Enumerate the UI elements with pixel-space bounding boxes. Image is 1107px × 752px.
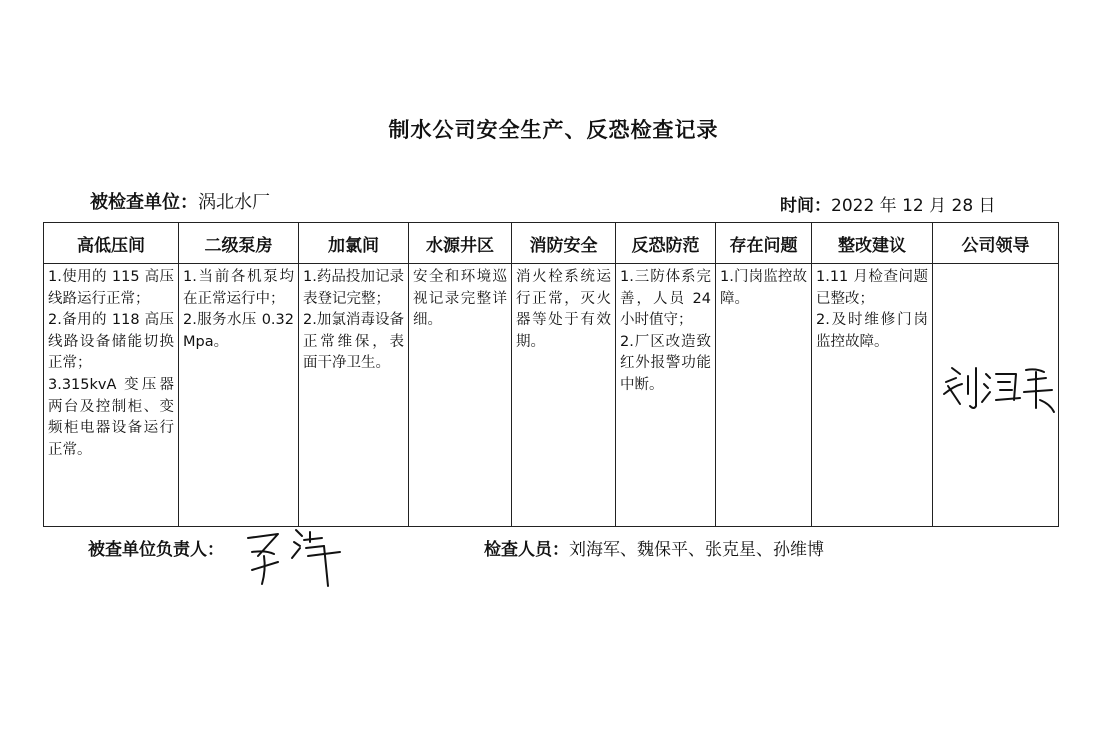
header-anti-terror: 反恐防范: [616, 223, 716, 264]
header-fire-safety: 消防安全: [512, 223, 616, 264]
header-issues: 存在问题: [716, 223, 812, 264]
document-title: 制水公司安全生产、反恐检查记录: [388, 118, 719, 142]
table-row: [44, 264, 1059, 527]
cell-suggestions: 1.11 月检查问题已整改； 2.及时维修门岗监控故障。: [812, 264, 933, 527]
responsible-signature: [244, 526, 354, 590]
leader-signature: [940, 360, 1060, 420]
header-well-area: 水源井区: [409, 223, 512, 264]
inspected-unit-value: 涡北水厂: [198, 192, 270, 213]
inspectors-value: 刘海军、魏保平、张克星、孙维博: [569, 540, 824, 560]
inspection-time: [780, 191, 996, 216]
cell-fire-safety: 消火栓系统运行正常，灭火器等处于有效期。: [512, 264, 616, 527]
inspection-table: [43, 222, 1059, 527]
cell-high-low-voltage: 1.使用的 115 高压线路运行正常； 2.备用的 118 高压线路设备储能切换正常； 3.315kvA 变压器两台及控制柜、变频柜电器设备运行正常。: [44, 264, 179, 527]
inspected-unit-label: 被检查单位：: [90, 192, 198, 213]
inspection-time-label: 时间：: [780, 196, 831, 216]
inspectors: [484, 535, 824, 560]
cell-well-area: 安全和环境巡视记录完整详细。: [409, 264, 512, 527]
inspectors-label: 检查人员：: [484, 540, 569, 560]
responsible-person-label: 被查单位负责人：: [88, 540, 224, 560]
header-company-leader: 公司领导: [933, 223, 1059, 264]
inspected-unit: [90, 188, 270, 214]
header-pump-room: 二级泵房: [179, 223, 299, 264]
header-suggestions: 整改建议: [812, 223, 933, 264]
cell-anti-terror: 1.三防体系完善，人员 24 小时值守； 2.厂区改造致红外报警功能中断。: [616, 264, 716, 527]
inspection-time-value: 2022 年 12 月 28 日: [831, 196, 996, 216]
header-chlorination-room: 加氯间: [299, 223, 409, 264]
cell-issues: 1.门岗监控故障。: [716, 264, 812, 527]
cell-pump-room: 1.当前各机泵均在正常运行中； 2.服务水压 0.32Mpa。: [179, 264, 299, 527]
table-header-row: [44, 223, 1059, 264]
header-high-low-voltage: 高低压间: [44, 223, 179, 264]
cell-chlorination-room: 1.药品投加记录表登记完整； 2.加氯消毒设备正常维保，表面干净卫生。: [299, 264, 409, 527]
